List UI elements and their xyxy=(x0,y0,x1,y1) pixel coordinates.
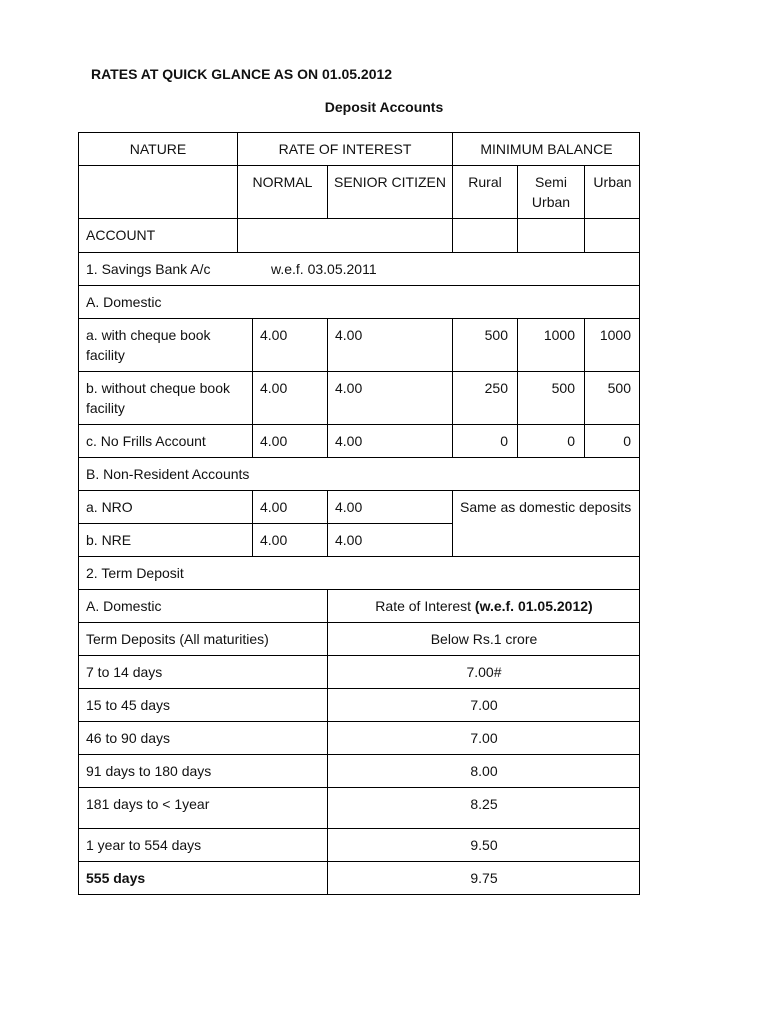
header-blank xyxy=(78,165,237,218)
rate-normal: 4.00 xyxy=(252,490,327,523)
term-period: 181 days to < 1year xyxy=(78,787,327,828)
table-row-label: a. with cheque book facility xyxy=(78,318,252,371)
rate-senior: 4.00 xyxy=(327,371,452,424)
account-label: ACCOUNT xyxy=(78,218,237,252)
table-row-label: b. without cheque book facility xyxy=(78,371,252,424)
term-slab-label: Below Rs.1 crore xyxy=(327,622,640,655)
min-balance-semi-urban: 500 xyxy=(517,371,584,424)
min-balance-rural: 250 xyxy=(452,371,517,424)
header-normal: NORMAL xyxy=(237,165,327,218)
nri-min-balance-note: Same as domestic deposits xyxy=(452,490,640,556)
term-deposit-heading: 2. Term Deposit xyxy=(78,556,640,589)
min-balance-semi-urban: 0 xyxy=(517,424,584,457)
term-maturity-label: Term Deposits (All maturities) xyxy=(78,622,327,655)
min-balance-rural: 500 xyxy=(452,318,517,371)
header-rate-of-interest: RATE OF INTEREST xyxy=(237,132,452,165)
min-balance-rural: 0 xyxy=(452,424,517,457)
rate-senior: 4.00 xyxy=(327,424,452,457)
account-rural-blank xyxy=(452,218,517,252)
term-rate: 8.25 xyxy=(327,787,640,828)
rate-normal: 4.00 xyxy=(252,318,327,371)
table-row-label: b. NRE xyxy=(78,523,252,556)
header-nature: NATURE xyxy=(78,132,237,165)
savings-domestic-heading: A. Domestic xyxy=(78,285,640,318)
savings-bank-heading xyxy=(78,252,640,285)
term-period: 555 days xyxy=(78,861,327,895)
rate-normal: 4.00 xyxy=(252,523,327,556)
term-rate: 7.00 xyxy=(327,721,640,754)
table-row-label: a. NRO xyxy=(78,490,252,523)
term-rate-label: Rate of Interest xyxy=(375,598,475,614)
term-rate: 9.75 xyxy=(327,861,640,895)
min-balance-semi-urban: 1000 xyxy=(517,318,584,371)
nri-accounts-heading: B. Non-Resident Accounts xyxy=(78,457,640,490)
term-rate-header xyxy=(327,589,640,622)
savings-bank-label: 1. Savings Bank A/c xyxy=(86,261,211,277)
header-senior-citizen: SENIOR CITIZEN xyxy=(327,165,452,218)
term-rate: 7.00 xyxy=(327,688,640,721)
term-period: 15 to 45 days xyxy=(78,688,327,721)
min-balance-urban: 500 xyxy=(584,371,640,424)
min-balance-urban: 1000 xyxy=(584,318,640,371)
header-urban: Urban xyxy=(584,165,640,218)
page-subtitle: Deposit Accounts xyxy=(324,99,444,115)
savings-bank-wef: w.e.f. 03.05.2011 xyxy=(271,261,377,277)
term-period: 7 to 14 days xyxy=(78,655,327,688)
header-rural: Rural xyxy=(452,165,517,218)
table-row-label: c. No Frills Account xyxy=(78,424,252,457)
account-rate-blank xyxy=(237,218,452,252)
term-rate: 7.00# xyxy=(327,655,640,688)
term-period: 46 to 90 days xyxy=(78,721,327,754)
term-period: 1 year to 554 days xyxy=(78,828,327,861)
rate-normal: 4.00 xyxy=(252,371,327,424)
rate-normal: 4.00 xyxy=(252,424,327,457)
header-semi-urban: Semi Urban xyxy=(517,165,584,218)
term-rate: 9.50 xyxy=(327,828,640,861)
rate-senior: 4.00 xyxy=(327,523,452,556)
min-balance-urban: 0 xyxy=(584,424,640,457)
rate-senior: 4.00 xyxy=(327,490,452,523)
rate-senior: 4.00 xyxy=(327,318,452,371)
term-period: 91 days to 180 days xyxy=(78,754,327,787)
term-rate: 8.00 xyxy=(327,754,640,787)
term-rate-wef: (w.e.f. 01.05.2012) xyxy=(474,598,593,614)
account-urban-blank xyxy=(584,218,640,252)
term-domestic-label: A. Domestic xyxy=(78,589,327,622)
header-minimum-balance: MINIMUM BALANCE xyxy=(452,132,640,165)
deposit-rates-table xyxy=(78,132,640,895)
page-title: RATES AT QUICK GLANCE AS ON 01.05.2012 xyxy=(91,66,393,82)
account-semi-urban-blank xyxy=(517,218,584,252)
